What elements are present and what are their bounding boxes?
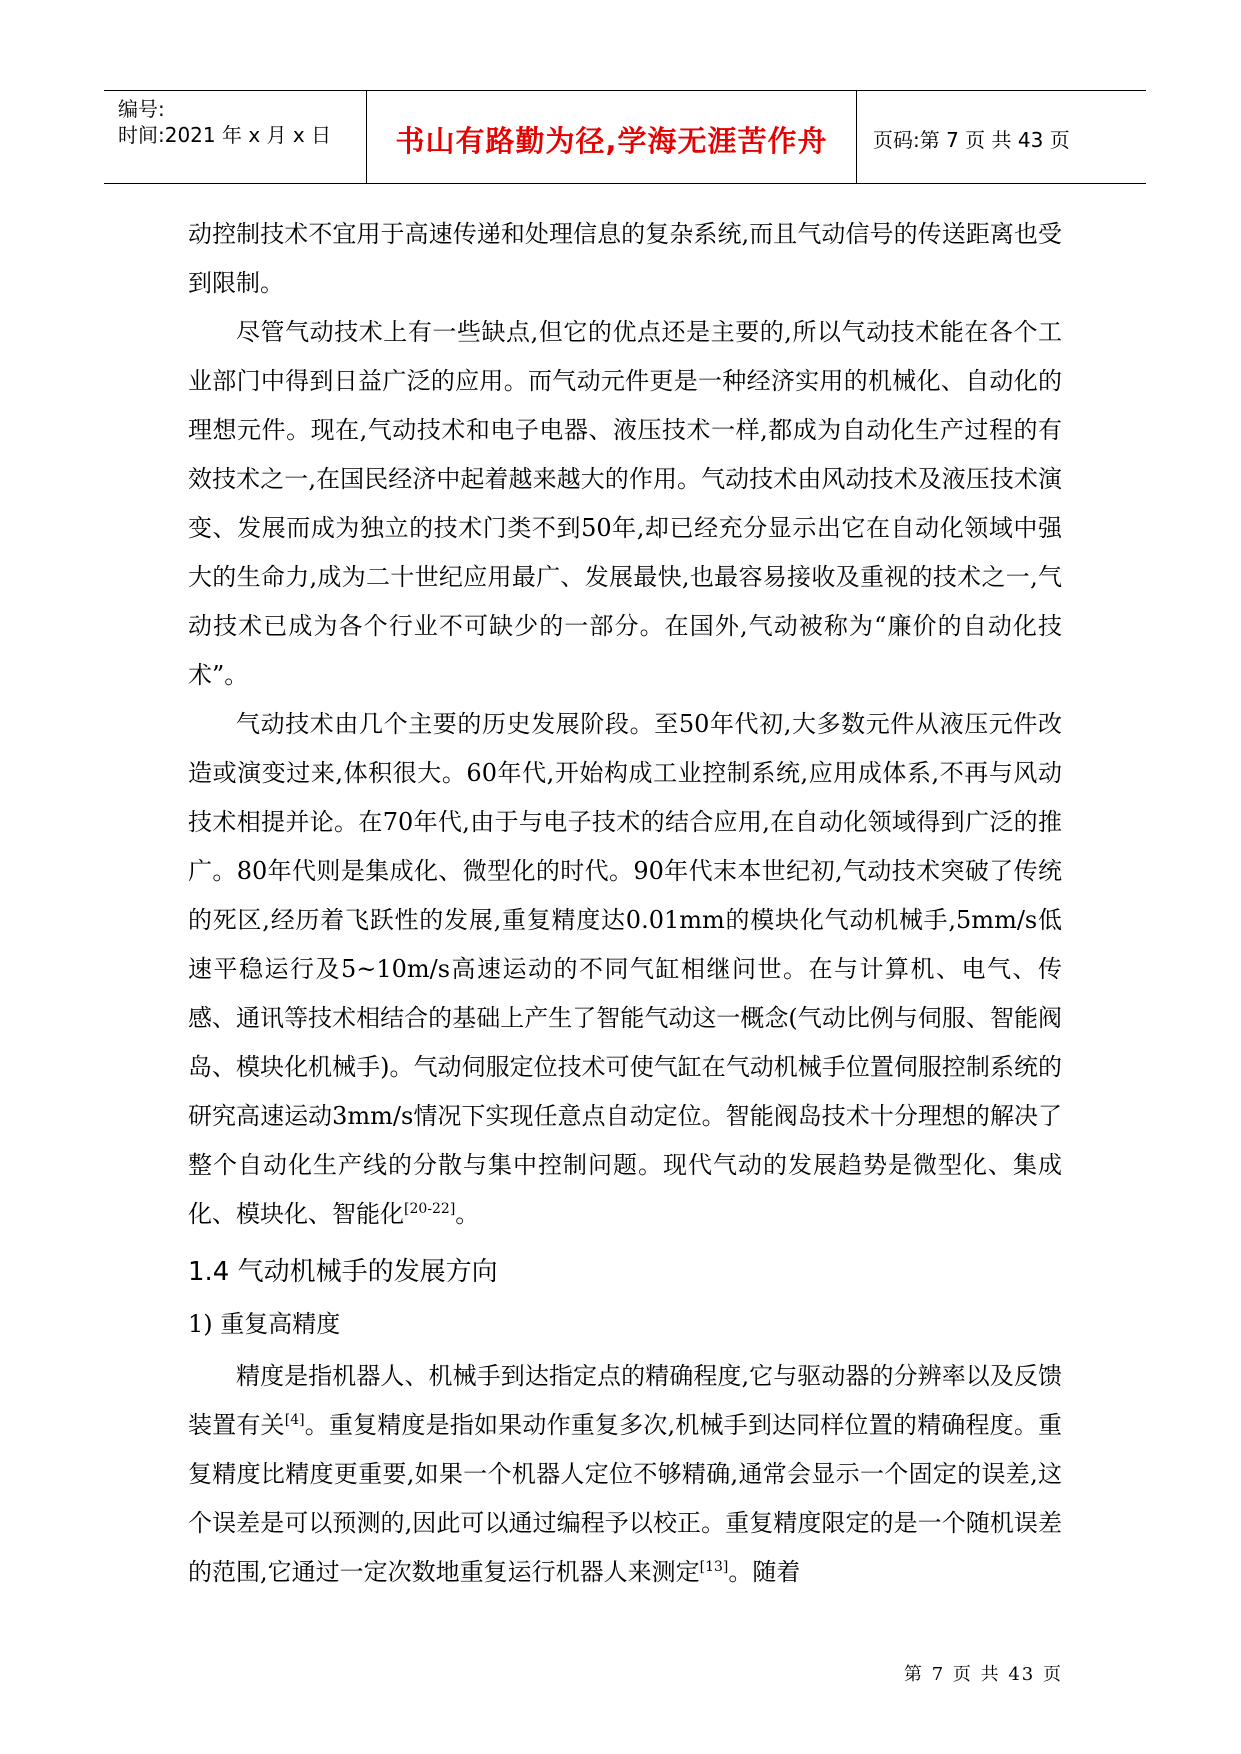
header-right-cell [857, 91, 1146, 183]
document-body [188, 210, 1062, 1597]
paragraph-precision [188, 1352, 1062, 1597]
citation-ref: [13] [699, 1559, 729, 1575]
section-heading: 1.4 气动机械手的发展方向 [188, 1257, 498, 1287]
paragraph-advantages: 尽管气动技术上有一些缺点,但它的优点还是主要的,所以气动技术能在各个工业部门中得到日益广泛的应用。而气动元件更是一种经济实用的机械化、自动化的理想元件。现在,气动技术和电子电器、液压技术一样,都成为自动化生产过程的有效技术之一,在国民经济中起着越来越大的作用。气动技术由风动技术及液压技术演变、发展而成为独立的技术门类不到50年,却已经充分显示出它在自动化领域中强大的生命力,成为二十世纪应用最广、发展最快,也最容易接收及重视的技术之一,气动技术已成为各个行业不可缺少的一部分。在国外,气动被称为“廉价的自动化技术”。 [188, 318, 1062, 689]
header-middle-cell [367, 91, 857, 183]
subsection-heading: 1) 重复高精度 [188, 1310, 341, 1338]
header-left-cell [104, 91, 367, 183]
page-footer-number: 第 7 页 共 43 页 [904, 1664, 1063, 1685]
header-motto: 书山有路勤为径,学海无涯苦作舟 [395, 124, 828, 158]
citation-ref: [20-22] [404, 1201, 456, 1217]
document-time-label: 时间:2021 年 x 月 x 日 [118, 123, 332, 147]
paragraph-precision-part-a: 精度是指机器人、机械手到达指定点的精确程度,它与驱动器的分辨率以及反馈装置有关 [188, 1362, 1062, 1439]
document-number-label: 编号: [118, 97, 165, 121]
paragraph-continuation: 动控制技术不宜用于高速传递和处理信息的复杂系统,而且气动信号的传送距离也受到限制。 [188, 220, 1062, 297]
citation-ref: [4] [284, 1412, 305, 1428]
paragraph-precision-part-b: 。重复精度是指如果动作重复多次,机械手到达同样位置的精确程度。重复精度比精度更重要,如果一个机器人定位不够精确,通常会显示一个固定的误差,这个误差是可以预测的,因此可以通过编程予以校正。重复精度限定的是一个随机误差的范围,它通过一定次数地重复运行机器人来测定 [188, 1411, 1062, 1586]
paragraph-history-end: 。 [455, 1200, 480, 1228]
paragraph-history [188, 700, 1062, 1239]
header-page-info: 页码:第 7 页 共 43 页 [873, 128, 1070, 152]
paragraph-precision-part-c: 。随着 [728, 1558, 801, 1586]
page-header [104, 90, 1146, 184]
paragraph-history-text: 气动技术由几个主要的历史发展阶段。至50年代初,大多数元件从液压元件改造或演变过来,体积很大。60年代,开始构成工业控制系统,应用成体系,不再与风动技术相提并论。在70年代,由于与电子技术的结合应用,在自动化领域得到广泛的推广。80年代则是集成化、微型化的时代。90年代末本世纪初,气动技术突破了传统的死区,经历着飞跃性的发展,重复精度达0.01mm的模块化气动机械手,5mm/s低速平稳运行及5~10m/s高速运动的不同气缸相继问世。在与计算机、电气、传感、通讯等技术相结合的基础上产生了智能气动这一概念(气动比例与伺服、智能阀岛、模块化机械手)。气动伺服定位技术可使气缸在气动机械手位置伺服控制系统的研究高速运动3mm/s情况下实现任意点自动定位。智能阀岛技术十分理想的解决了整个自动化生产线的分散与集中控制问题。现代气动的发展趋势是微型化、集成化、模块化、智能化 [188, 710, 1062, 1228]
